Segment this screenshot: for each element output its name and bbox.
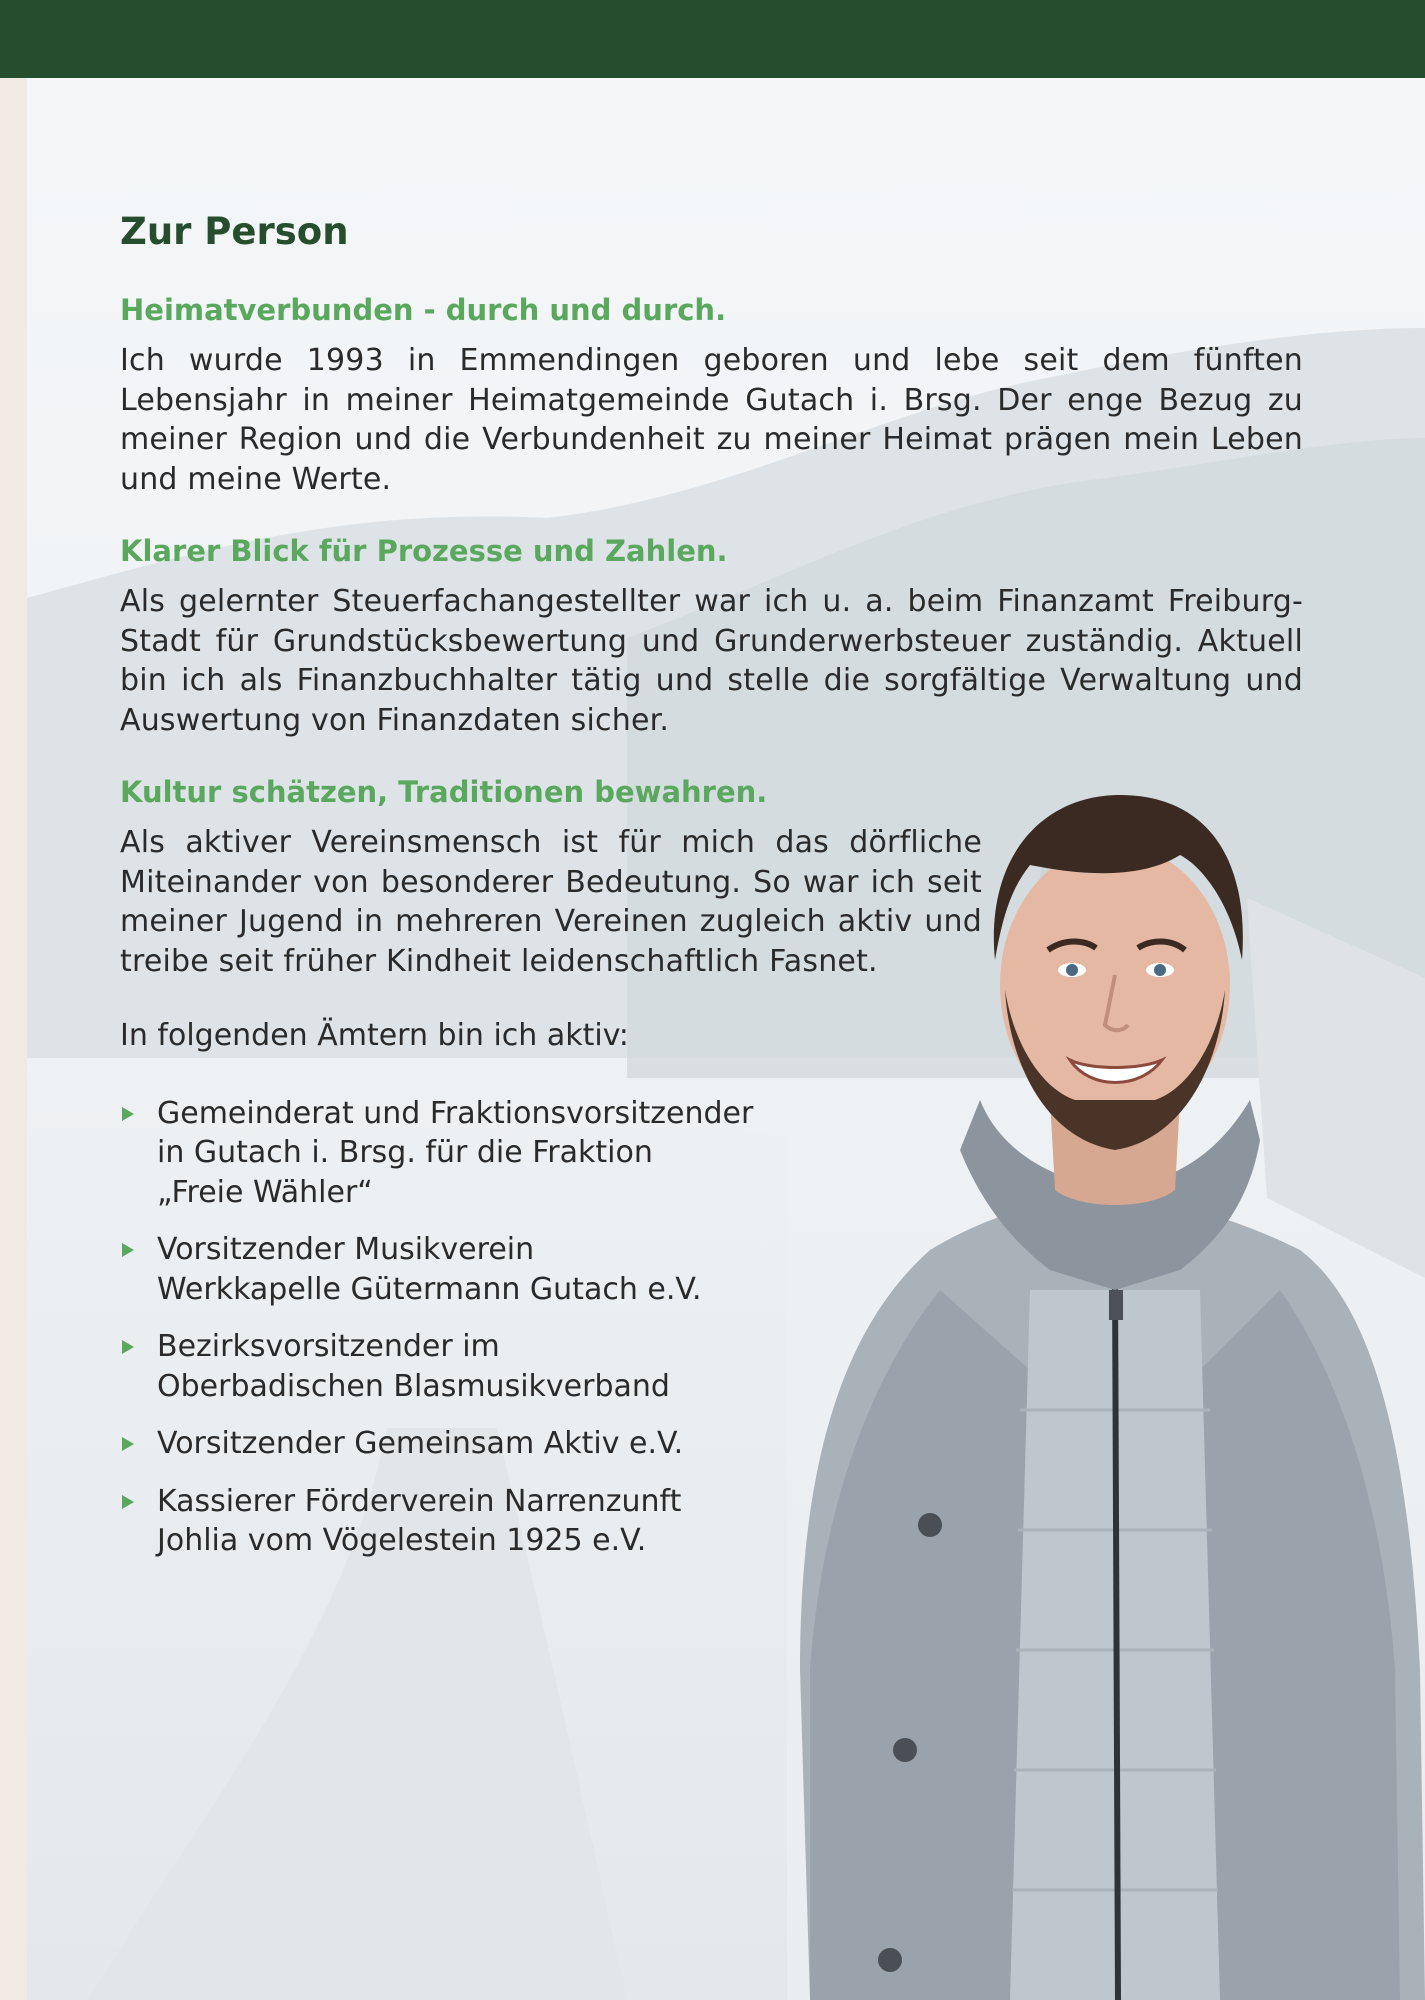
office-line: „Freie Wähler“	[157, 1174, 373, 1210]
list-item	[120, 1327, 820, 1406]
office-line: in Gutach i. Brsg. für die Fraktion	[157, 1135, 653, 1170]
section-heading: Kultur schätzen, Traditionen bewahren.	[120, 775, 768, 809]
office-line: Vorsitzender Musikverein	[157, 1232, 535, 1267]
section-text: Ich wurde 1993 in Emmendingen geboren und lebe seit dem fünften Lebensjahr in meiner Heimatgemeinde Gutach i. Brsg. Der enge Bezug zu meiner Region und die Verbundenheit zu meiner Heimat prägen mein Leben und meine Werte.	[120, 343, 1303, 497]
office-line: Bezirksvorsitzender im	[157, 1329, 500, 1364]
office-line: Oberbadischen Blasmusikverband	[157, 1368, 670, 1404]
triangle-bullet-icon	[122, 1340, 134, 1354]
offices-list	[120, 1094, 820, 1561]
section-text: Als gelernter Steuerfachangestellter war ich u. a. beim Finanzamt Freiburg-Stadt für Grundstücksbewertung und Grunderwerbsteuer zuständig. Aktuell bin ich als Finanzbuchhalter tätig und stelle die sorgfältige Verwaltung und Auswertung von Finanzdaten sicher.	[120, 584, 1303, 738]
section-beruf	[120, 534, 1303, 740]
office-line: Gemeinderat und Fraktionsvorsitzender	[157, 1095, 754, 1131]
list-item	[120, 1230, 820, 1309]
list-item	[120, 1094, 820, 1213]
office-line: Johlia vom Vögelestein 1925 e.V.	[157, 1523, 647, 1558]
triangle-bullet-icon	[122, 1495, 134, 1509]
header-band	[0, 0, 1425, 78]
left-margin-strip	[0, 0, 27, 2000]
office-line: Vorsitzender Gemeinsam Aktiv e.V.	[157, 1426, 684, 1461]
section-heading: Klarer Blick für Prozesse und Zahlen.	[120, 534, 728, 568]
list-item	[120, 1482, 820, 1561]
portrait-photo	[780, 770, 1425, 2000]
section-heading: Heimatverbunden - durch und durch.	[120, 293, 727, 327]
offices-intro: In folgenden Ämtern bin ich aktiv:	[120, 1018, 629, 1053]
office-line: Werkkapelle Gütermann Gutach e.V.	[157, 1271, 702, 1307]
section-text: Als aktiver Vereinsmensch ist für mich das dörfliche Miteinander von besonderer Bedeutung. So war ich seit meiner Jugend in mehreren Vereinen zugleich aktiv und treibe seit früher Kindheit leidenschaftlich Fasnet.	[120, 825, 982, 979]
triangle-bullet-icon	[122, 1243, 134, 1257]
office-line: Kassierer Förderverein Narrenzunft	[157, 1483, 682, 1519]
page-title: Zur Person	[120, 210, 349, 253]
section-heimat	[120, 293, 1303, 499]
triangle-bullet-icon	[122, 1437, 134, 1451]
list-item	[120, 1424, 820, 1464]
triangle-bullet-icon	[122, 1107, 134, 1121]
